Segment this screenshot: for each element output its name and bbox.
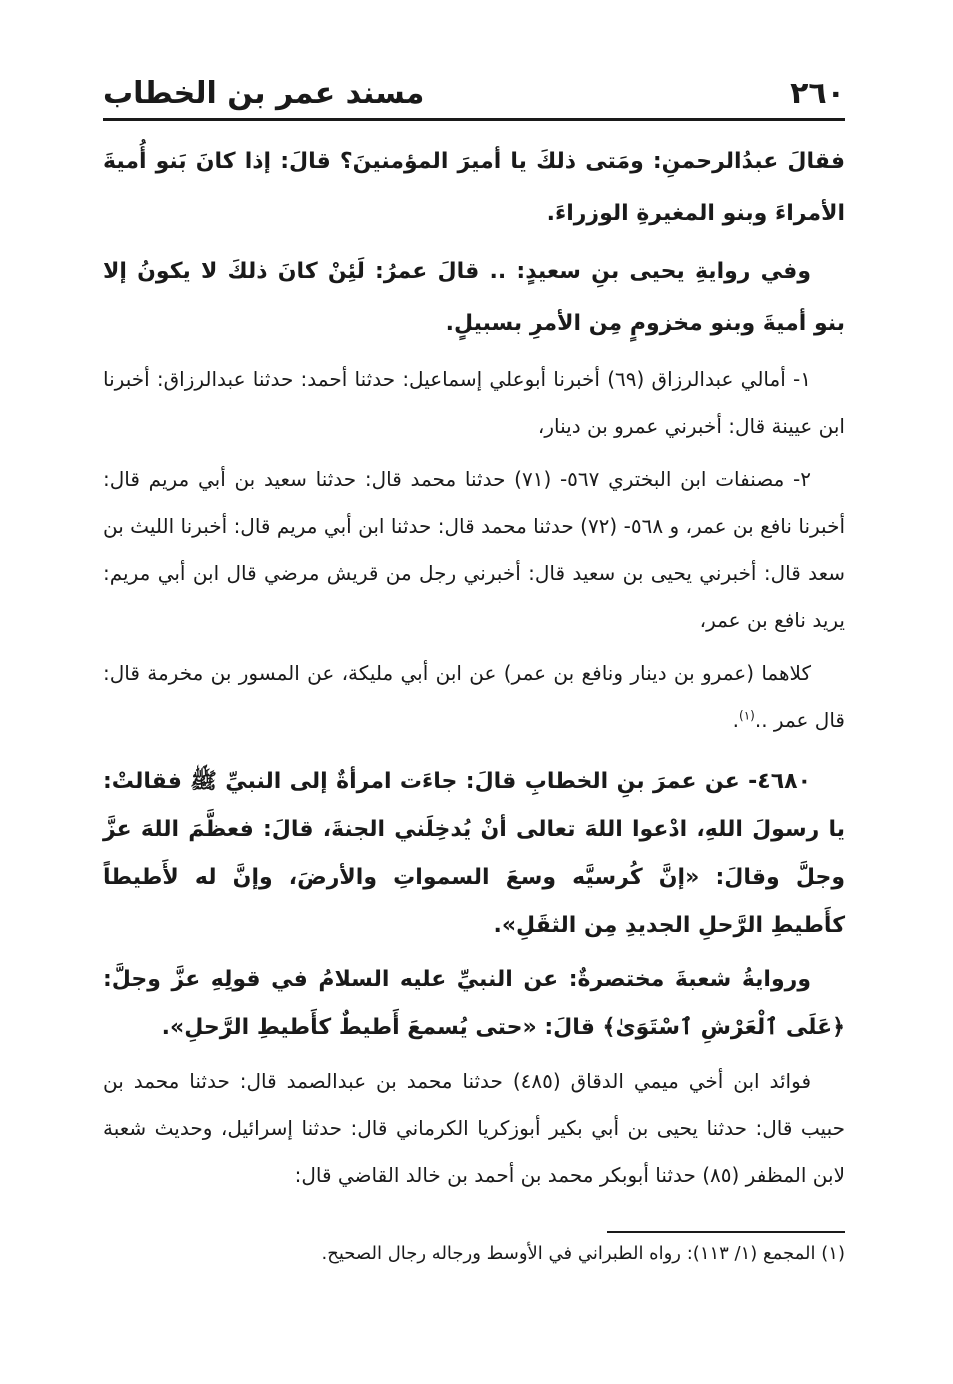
- page-number: ٢٦٠: [790, 76, 845, 111]
- page-header: [103, 70, 845, 114]
- source-chain-2: ٢- مصنفات ابن البختري ٥٦٧- (٧١) حدثنا محمد قال: حدثنا سعيد بن أبي مريم قال: أخبرنا نافع بن عمر، و ٥٦٨- (٧٢) حدثنا محمد قال: حدثنا ابن أبي مريم قال: أخبرنا الليث بن سعد قال: أخبرني يحيى بن سعيد قال: أخبرني رجل من قريش مرضي قال ابن أبي مريم: يريد نافع بن عمر،: [103, 467, 845, 632]
- narration-variant: وفي روايةِ يحيى بنِ سعيدٍ: .. قالَ عمرُ: لَئِنْ كانَ ذلكَ لا يكونُ إلا بنو أميةَ وبنو مخزومٍ مِن الأمرِ بسبيلٍ.: [103, 259, 845, 336]
- source-chain-convergence: كلاهما (عمرو بن دينار ونافع بن عمر) عن ابن أبي مليكة، عن المسور بن مخرمة قال: قال عمر ..$^{(١)}$.: [103, 661, 845, 732]
- hadith-4680: ٤٦٨٠- عن عمرَ بنِ الخطابِ قالَ: جاءَت امرأةٌ إلى النبيِّ ﷺ فقالتْ: يا رسولَ اللهِ، ادْعوا اللهَ تعالى أنْ يُدخِلَني الجنةَ، قالَ: فعظَّمَ اللهَ عزَّ وجلَّ وقالَ: «إنَّ كُرسيَّه وسعَ السمواتِ والأرضَ، وإنَّ له لأَطيطاً كأَطيطِ الرَّحلِ الجديدِ مِن الثقَلِ».: [103, 769, 845, 938]
- narration-continuation: فقالَ عبدُالرحمنِ: ومَتى ذلكَ يا أميرَ المؤمنينَ؟ قالَ: إذا كانَ بَنو أُميةَ الأمراءَ وبنو المغيرةِ الوزراءَ.: [103, 149, 845, 226]
- header-rule: [103, 118, 845, 121]
- source-chain-3: فوائد ابن أخي ميمي الدقاق (٤٨٥) حدثنا محمد بن عبدالصمد قال: حدثنا محمد بن حبيب قال: حدثنا يحيى بن أبي بكير أبوزكريا الكرماني قال: حدثنا إسرائيل، وحديث شعبة لابن المظفر (٨٥) حدثنا أبوبكر محمد بن أحمد بن خالد القاضي قال:: [103, 1069, 845, 1187]
- page-body: [103, 136, 845, 1216]
- convergence-text: كلاهما (عمرو بن دينار ونافع بن عمر) عن ابن أبي مليكة، عن المسور بن مخرمة قال: قال عمر ..: [103, 661, 845, 732]
- source-chain-1: ١- أمالي عبدالرزاق (٦٩) أخبرنا أبوعلي إسماعيل: حدثنا أحمد: حدثنا عبدالرزاق: أخبرنا ابن عيينة قال: أخبرني عمرو بن دينار،: [103, 367, 845, 438]
- footnote: (١) المجمع (١/ ١١٣): رواه الطبراني في الأوسط ورجاله رجال الصحيح.: [321, 1243, 845, 1264]
- running-title: مسند عمر بن الخطاب: [103, 76, 425, 111]
- footnote-reference: (١): [739, 708, 755, 723]
- shuba-narration: وروايةُ شعبةَ مختصرةٌ: عن النبيِّ عليه السلامُ في قولِهِ عزَّ وجلَّ: ﴿عَلَى ٱلْعَرْشِ ٱسْتَوَىٰ﴾ قالَ: «حتى يُسمعَ أَطيطٌ كأَطيطِ الرَّحلِ».: [103, 967, 845, 1040]
- footnote-rule: [607, 1231, 845, 1233]
